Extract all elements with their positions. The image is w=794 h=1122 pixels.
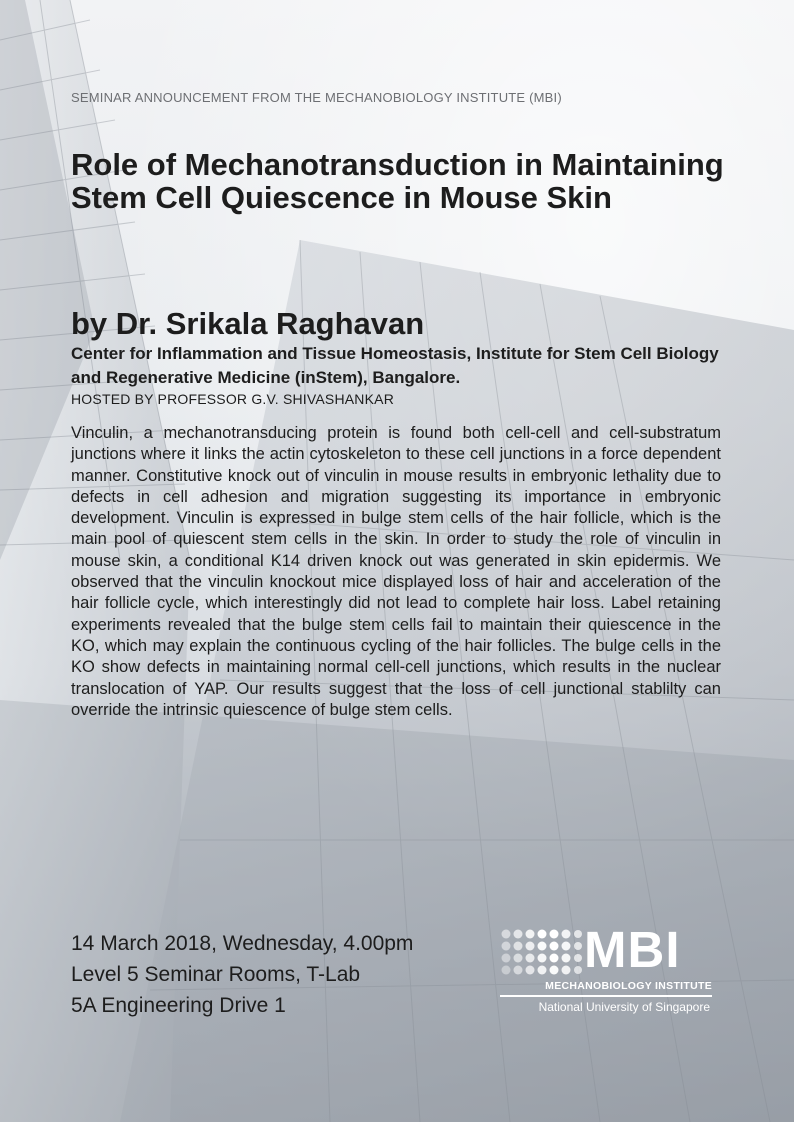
logo-divider	[500, 995, 712, 997]
speaker-name: by Dr. Srikala Raghavan	[71, 306, 425, 341]
logo-institute: MECHANOBIOLOGY INSTITUTE	[545, 980, 712, 992]
speaker-affiliation: Center for Inflammation and Tissue Homeostasis, Institute for Stem Cell Biology and Regenerative Medicine (inStem), Bangalore.	[71, 344, 719, 387]
announcement-label: SEMINAR ANNOUNCEMENT FROM THE MECHANOBIOLOGY INSTITUTE (MBI)	[71, 90, 562, 105]
event-datetime: 14 March 2018, Wednesday, 4.00pm	[71, 932, 414, 955]
mbi-logo	[500, 921, 712, 1020]
event-venue: Level 5 Seminar Rooms, T-Lab	[71, 963, 361, 986]
event-details	[71, 928, 413, 1021]
host-line: HOSTED BY PROFESSOR G.V. SHIVASHANKAR	[71, 391, 395, 407]
event-address: 5A Engineering Drive 1	[71, 994, 286, 1017]
seminar-title: Role of Mechanotransduction in Maintaining Stem Cell Quiescence in Mouse Skin	[71, 147, 724, 215]
logo-wordmark: MBI	[584, 921, 681, 978]
dot-grid-icon	[500, 928, 582, 978]
logo-university: National University of Singapore	[538, 1000, 710, 1014]
abstract-text: Vinculin, a mechanotransducing protein is found both cell-cell and cell-substratum junctions where it links the actin cytoskeleton to these cell junctions in a force dependent manner. Constitutive knock out of vinculin in mouse results in embryonic lethality due to defects in cell adhesion and migration suggesting its importance in embryonic development. Vinculin is expressed in bulge stem cells of the hair follicle, which is the main pool of quiescent stem cells in the skin. In order to study the role of vinculin in mouse skin, a conditional K14 driven knock out was generated in skin epidermis. We observed that the vinculin knockout mice displayed loss of hair and acceleration of the hair follicle cycle, which interestingly did not lead to complete hair loss. Label retaining experiments revealed that the bulge stem cells fail to maintain their quiescence in the KO, which may explain the continuous cycling of the hair follicles. The bulge cells in the KO show defects in maintaining normal cell-cell junctions, which results in the nuclear translocation of YAP. Our results suggest that the loss of cell junctional stablilty can override the intrinsic quiescence of bulge stem cells.	[71, 424, 721, 719]
